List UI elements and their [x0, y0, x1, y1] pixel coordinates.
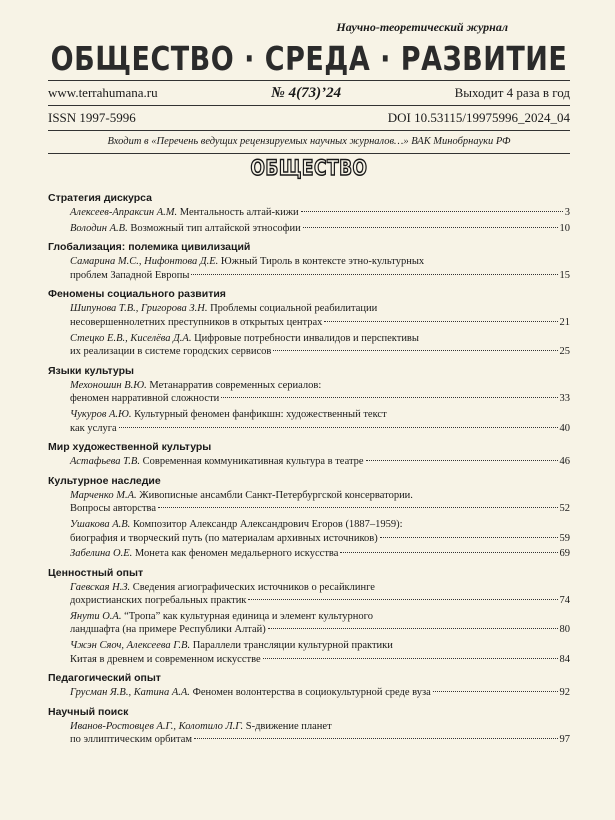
toc-category: Научный поиск	[48, 705, 129, 718]
toc-entry[interactable]	[48, 302, 570, 329]
toc-entry[interactable]	[48, 639, 570, 666]
entry-title	[70, 206, 299, 220]
issue-number: № 4(73)’24	[271, 85, 342, 101]
dot-leader	[324, 321, 557, 322]
entry-title: Культурный феномен фанфикшн: художественный текст	[134, 408, 387, 420]
section-title: ОБЩЕСТВО	[250, 156, 368, 181]
entry-title-text: их реализации в системе городских сервисов	[70, 346, 272, 358]
entry-authors: Алексеев-Апраксин А.М.	[70, 207, 178, 218]
toc-entry[interactable]	[48, 332, 570, 359]
entry-authors: Мехоношин В.Ю.	[70, 379, 147, 391]
doi: DOI 10.53115/19975996_2024_04	[387, 110, 570, 125]
toc-category: Стратегия дискурса	[48, 192, 152, 204]
dot-leader	[273, 350, 557, 351]
dot-leader	[194, 738, 557, 739]
entry-title-text: несовершеннолетних преступников в открытых центрах	[70, 316, 323, 328]
toc-entry[interactable]	[48, 455, 570, 469]
entry-title-text: Монета как феномен медальерного искусства	[134, 548, 339, 560]
entry-last-line	[70, 532, 570, 546]
entry-title: Параллели трансляции культурной практики	[192, 640, 393, 652]
toc-category: Феномены социального развития	[48, 288, 226, 301]
entry-authors: Янути О.А.	[70, 610, 122, 622]
entry-title-text: биография и творческий путь (по материалам архивных источников)	[70, 532, 378, 544]
dot-leader	[340, 552, 557, 553]
section-banner	[48, 156, 570, 186]
entry-title	[70, 502, 156, 516]
entry-title-line	[70, 379, 570, 393]
entry-title	[70, 623, 266, 637]
dot-leader	[380, 537, 558, 538]
entry-authors: Володин А.В.	[70, 222, 128, 234]
entry-title: Южный Тироль в контексте этно-культурных	[220, 256, 425, 268]
entry-last-line	[70, 733, 570, 747]
entry-last-line	[70, 316, 570, 330]
entry-title: S-движение планет	[245, 720, 332, 732]
entry-title: Проблемы социальной реабилитации	[210, 303, 378, 315]
journal-title: ОБЩЕСТВО · СРЕДА · РАЗВИТИЕ	[50, 40, 568, 79]
entry-title-text: Современная коммуникативная культура в театре	[142, 456, 364, 468]
entry-title	[70, 547, 338, 561]
divider	[48, 153, 570, 154]
dot-leader	[433, 691, 558, 692]
dot-leader	[221, 397, 557, 398]
entry-authors: Грусман Я.В., Катина А.А.	[70, 687, 190, 699]
entry-title: Живописные ансамбли Санкт-Петербургской консерватории.	[139, 489, 413, 501]
toc-category: Ценностный опыт	[48, 566, 144, 579]
entry-title: Цифровые потребности инвалидов и перспективы	[194, 332, 419, 344]
page-number: 33	[559, 393, 570, 405]
entry-title-line	[70, 302, 570, 316]
vak-notice: Входит в «Перечень ведущих рецензируемых научных журналов…» ВАК Минобрнауки РФ	[107, 136, 511, 147]
entry-title	[70, 345, 271, 359]
page-number: 74	[559, 595, 570, 607]
entry-last-line	[70, 653, 570, 667]
entry-title-line	[70, 408, 570, 422]
entry-last-line	[70, 392, 570, 406]
entry-title-text: ландшафта (на примере Республики Алтай)	[70, 624, 266, 636]
table-of-contents	[48, 192, 570, 747]
entry-authors: Шипунова Т.В., Григорова З.Н.	[70, 303, 208, 315]
entry-last-line	[70, 623, 570, 637]
page-number: 59	[559, 532, 570, 544]
toc-entry[interactable]	[48, 255, 570, 282]
journal-contents-page	[48, 18, 570, 749]
dot-leader	[263, 658, 558, 659]
dot-leader	[191, 274, 557, 275]
entry-last-line	[70, 594, 570, 608]
entry-title-text: Ментальность алтай-кижи	[179, 207, 299, 218]
page-number: 69	[559, 548, 570, 560]
toc-category: Глобализация: полемика цивилизаций	[48, 241, 251, 254]
entry-title	[70, 532, 378, 546]
entry-last-line	[70, 455, 570, 469]
entry-authors: Иванов-Ростовцев А.Г., Колотило Л.Г.	[70, 720, 244, 732]
entry-title	[70, 733, 192, 747]
entry-title	[70, 594, 246, 608]
entry-title	[70, 653, 261, 667]
toc-entry[interactable]	[48, 408, 570, 435]
dot-leader	[301, 211, 563, 212]
toc-entry[interactable]	[48, 206, 570, 220]
info-row-2	[48, 106, 570, 130]
entry-authors: Самарина М.С., Нифонтова Д.Е.	[70, 256, 219, 268]
toc-entry[interactable]	[48, 379, 570, 406]
toc-category: Педагогический опыт	[48, 672, 161, 685]
entry-title: “Тропа” как культурная единица и элемент культурного	[124, 610, 373, 622]
dot-leader	[366, 460, 558, 461]
entry-title-text: феномен нарративной сложности	[70, 393, 220, 405]
entry-last-line	[70, 686, 570, 700]
page-number: 80	[559, 624, 570, 636]
journal-subtitle: Научно-теоретический журнал	[336, 20, 508, 34]
entry-authors: Марченко М.А.	[70, 489, 137, 501]
entry-title-text: по эллиптическим орбитам	[70, 734, 193, 746]
entry-authors: Забелина О.Е.	[70, 548, 133, 560]
toc-category: Языки культуры	[48, 364, 135, 377]
page-number: 25	[559, 346, 570, 358]
dot-leader	[268, 628, 558, 629]
toc-category: Культурное наследие	[48, 474, 161, 487]
entry-authors: Гаевская Н.З.	[70, 581, 131, 593]
entry-title	[70, 392, 219, 406]
toc-entry[interactable]	[48, 547, 570, 561]
entry-authors: Чукуров А.Ю.	[70, 408, 132, 420]
entry-title: Метанарратив современных сериалов:	[149, 379, 322, 391]
toc-entry[interactable]	[48, 610, 570, 637]
dot-leader	[158, 507, 557, 508]
page-number: 40	[559, 422, 570, 434]
toc-entry[interactable]	[48, 720, 570, 747]
entry-title-text: как услуга	[70, 422, 117, 434]
publication-frequency: Выходит 4 раза в год	[454, 85, 570, 100]
entry-title	[70, 455, 364, 469]
entry-title: Сведения агиографических источников о ресайклинге	[132, 581, 375, 593]
entry-title-line	[70, 255, 570, 269]
issn: ISSN 1997-5996	[48, 110, 136, 125]
entry-title-line	[70, 518, 570, 532]
entry-last-line	[70, 502, 570, 516]
entry-title-text: Китая в древнем и современном искусстве	[70, 653, 261, 665]
entry-title	[70, 316, 322, 330]
page-number: 46	[559, 456, 570, 468]
toc-entry[interactable]	[48, 686, 570, 700]
entry-title	[70, 686, 431, 700]
entry-last-line	[70, 269, 570, 283]
entry-last-line	[70, 345, 570, 359]
toc-entry[interactable]	[48, 518, 570, 545]
toc-entry[interactable]	[48, 581, 570, 608]
entry-authors: Стецко Е.В., Киселёва Д.А.	[70, 332, 192, 344]
website-link[interactable]: www.terrahumana.ru	[48, 85, 158, 100]
entry-last-line	[70, 422, 570, 436]
entry-authors: Ушакова А.В.	[70, 518, 131, 530]
dot-leader	[248, 599, 557, 600]
entry-title-line	[70, 332, 570, 346]
entry-last-line	[70, 222, 570, 236]
entry-title-text: проблем Западной Европы	[70, 269, 190, 281]
entry-title-text: Вопросы авторства	[70, 503, 157, 515]
entry-title-text: дохристианских погребальных практик	[70, 595, 247, 607]
entry-authors: Чжэн Сяоч, Алексеева Г.В.	[70, 640, 191, 652]
entry-authors: Астафьева Т.В.	[70, 456, 140, 468]
entry-title	[70, 422, 117, 436]
dot-leader	[303, 227, 558, 228]
page-number: 10	[559, 222, 570, 234]
page-number: 97	[559, 734, 570, 746]
dot-leader	[119, 427, 558, 428]
page-number: 15	[559, 269, 570, 281]
entry-title-line	[70, 639, 570, 653]
page-number: 21	[559, 316, 570, 328]
page-number: 3	[564, 207, 570, 218]
entry-title-line	[70, 581, 570, 595]
entry-title-text: Феномен волонтерства в социокультурной среде вуза	[192, 687, 431, 699]
entry-title-text: Возможный тип алтайской этнософии	[130, 222, 301, 234]
entry-title	[70, 222, 301, 236]
toc-entry[interactable]	[48, 222, 570, 236]
toc-category: Мир художественной культуры	[48, 441, 212, 454]
page-number: 84	[559, 653, 570, 665]
entry-title-line	[70, 489, 570, 503]
entry-title-line	[70, 720, 570, 734]
page-number: 52	[559, 503, 570, 515]
entry-last-line	[70, 206, 570, 220]
toc-entry[interactable]	[48, 489, 570, 516]
entry-title-line	[70, 610, 570, 624]
entry-title	[70, 269, 189, 283]
page-number: 92	[559, 687, 570, 699]
entry-title: Композитор Александр Александрович Егоров (1887–1959):	[132, 518, 403, 530]
entry-last-line	[70, 547, 570, 561]
